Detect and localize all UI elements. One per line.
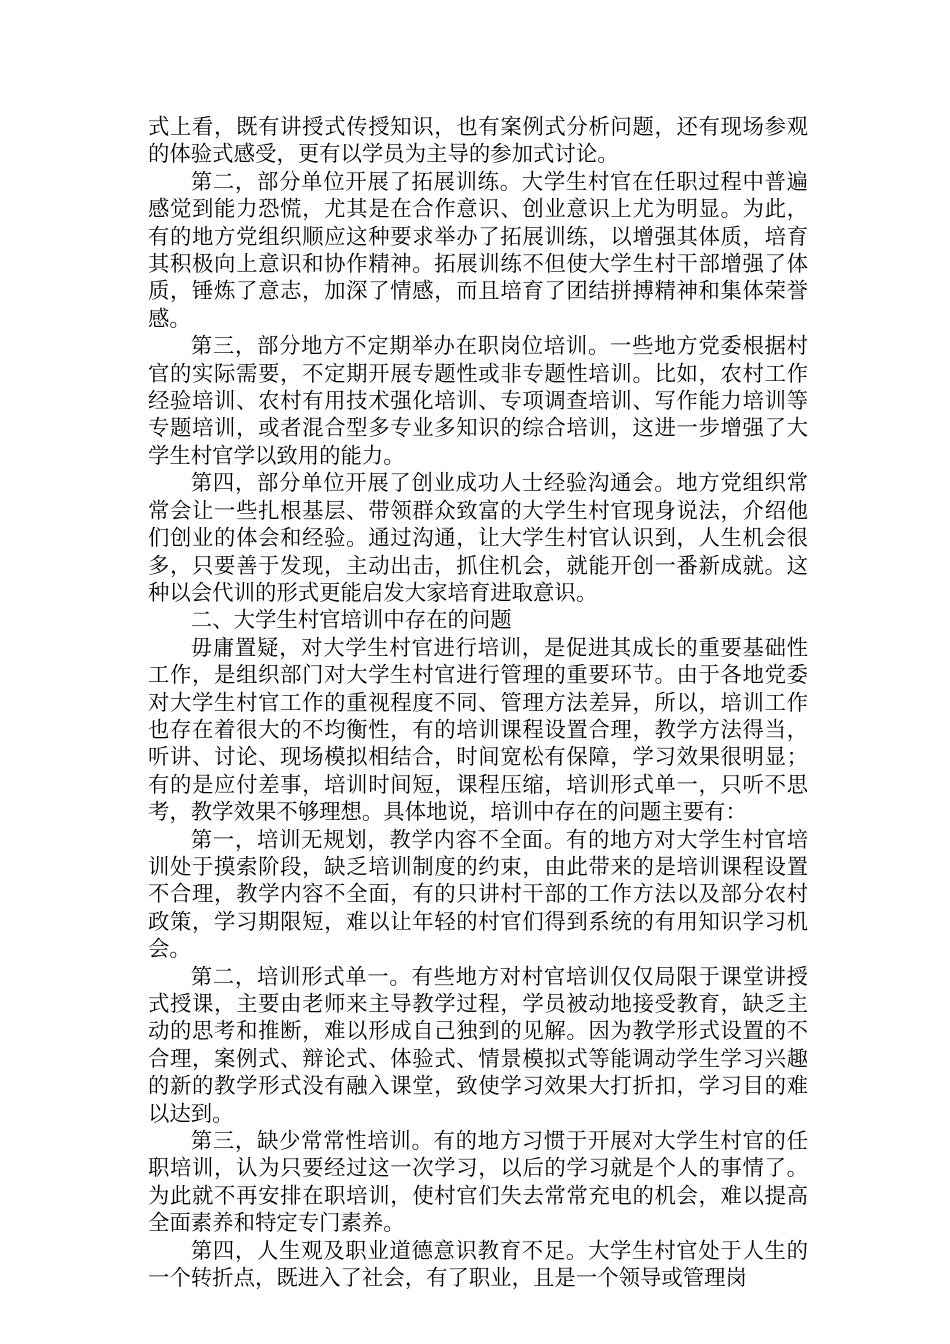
paragraph-6: 第一，培训无规划，教学内容不全面。有的地方对大学生村官培训处于摸索阶段，缺乏培训制度的约束，由此带来的是培训课程设置不合理，教学内容不全面，有的只讲村干部的工作方法以及部分农村政策，学习期限短，难以让年轻的村官们得到系统的有用知识学习机会。	[148, 827, 808, 963]
section-heading: 二、大学生村官培训中存在的问题	[190, 608, 512, 634]
paragraph-9: 第四，人生观及职业道德意识教育不足。大学生村官处于人生的一个转折点，既进入了社会，有了职业，且是一个领导或管理岗	[148, 1238, 808, 1292]
paragraph-7: 第二，培训形式单一。有些地方对村官培训仅仅局限于课堂讲授式授课，主要由老师来主导教学过程，学员被动地接受教育，缺乏主动的思考和推断，难以形成自己独到的见解。因为教学形式设置的不合理，案例式、辩论式、体验式、情景模拟式等能调动学生学习兴趣的新的教学形式没有融入课堂，致使学习效果大打折扣，学习目的难以达到。	[148, 964, 808, 1127]
paragraph-5: 毋庸置疑，对大学生村官进行培训，是促进其成长的重要基础性工作，是组织部门对大学生村官进行管理的重要环节。由于各地党委对大学生村官工作的重视程度不同、管理方法差异，所以，培训工作也存在着很大的不均衡性，有的培训课程设置合理，教学方法得当，听讲、讨论、现场模拟相结合，时间宽松有保障，学习效果很明显；有的是应付差事，培训时间短，课程压缩，培训形式单一，只听不思考，教学效果不够理想。具体地说，培训中存在的问题主要有：	[148, 635, 808, 826]
paragraph-3: 第三，部分地方不定期举办在职岗位培训。一些地方党委根据村官的实际需要，不定期开展专题性或非专题性培训。比如，农村工作经验培训、农村有用技术强化培训、专项调查培训、写作能力培训等专题培训，或者混合型多专业多知识的综合培训，这进一步增强了大学生村官学以致用的能力。	[148, 334, 808, 469]
document-body	[148, 114, 808, 1292]
paragraph-1: 式上看，既有讲授式传授知识，也有案例式分析问题，还有现场参观的体验式感受，更有以学员为主导的参加式讨论。	[148, 115, 808, 168]
paragraph-2: 第二，部分单位开展了拓展训练。大学生村官在任职过程中普遍感觉到能力恐慌，尤其是在合作意识、创业意识上尤为明显。为此，有的地方党组织顺应这种要求举办了拓展训练，以增强其体质，培育其积极向上意识和协作精神。拓展训练不但使大学生村干部增强了体质，锤炼了意志，加深了情感，而且培育了团结拼搏精神和集体荣誉感。	[148, 169, 808, 332]
paragraph-8: 第三，缺少常常性培训。有的地方习惯于开展对大学生村官的任职培训，认为只要经过这一次学习，以后的学习就是个人的事情了。为此就不再安排在职培训，使村官们失去常常充电的机会，难以提高全面素养和特定专门素养。	[148, 1129, 808, 1237]
paragraph-4: 第四，部分单位开展了创业成功人士经验沟通会。地方党组织常常会让一些扎根基层、带领群众致富的大学生村官现身说法，介绍他们创业的体会和经验。通过沟通，让大学生村官认识到，人生机会很多，只要善于发现，主动出击，抓住机会，就能开创一番新成就。这种以会代训的形式更能启发大家培育进取意识。	[148, 471, 808, 606]
